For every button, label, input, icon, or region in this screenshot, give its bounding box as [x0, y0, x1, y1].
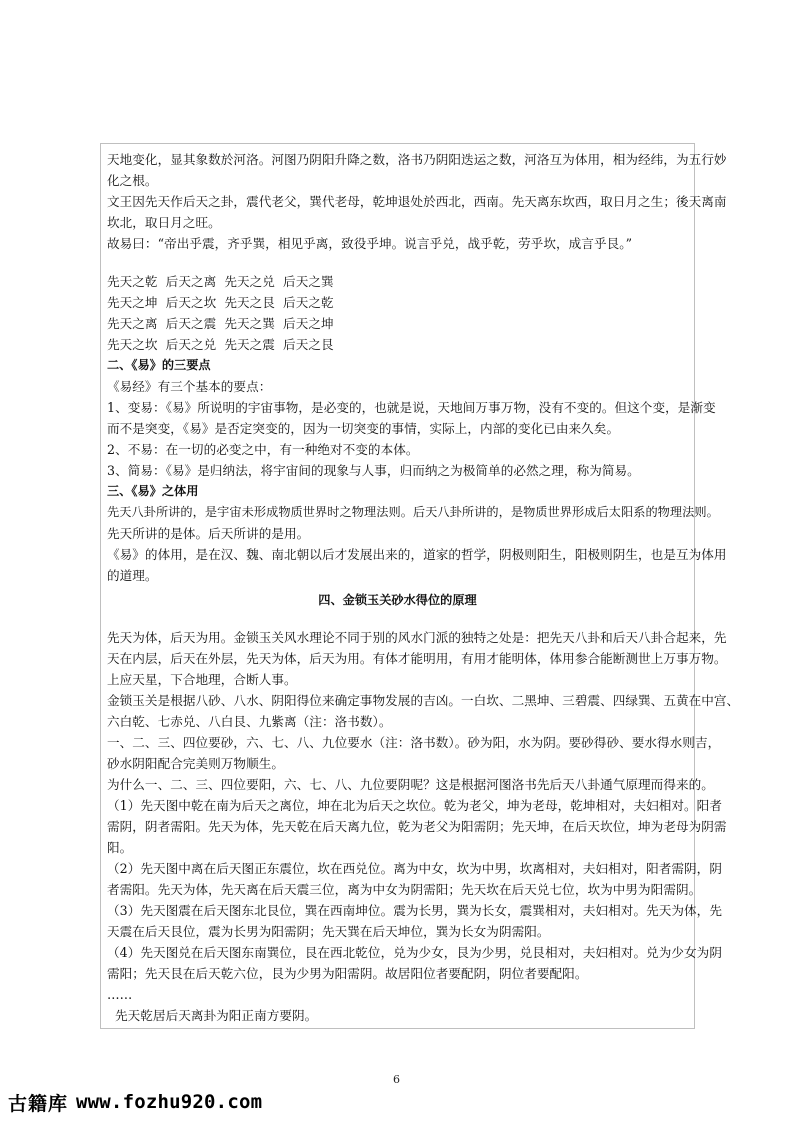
body-line: 2、不易：在一切的必变之中，有一种绝对不变的本体。	[107, 442, 419, 457]
section-heading: 三、《易》之体用	[107, 484, 199, 498]
body-line: 而不是突变，《易》是否定突变的，因为一切突变的事情，实际上，内部的变化已由来久矣。	[107, 421, 620, 436]
watermark-brand: 古籍库	[8, 1092, 69, 1115]
spacer	[107, 254, 688, 271]
body-line: 者需阳。先天为体，先天离在后天震三位，离为中女为阴需阳；先天坎在后天兑七位，坎为中男为阳需阴。	[107, 882, 702, 897]
body-line: 的道理。	[107, 568, 158, 583]
watermark-url: www.fozhu920.com	[76, 1091, 263, 1113]
body-line: 砂水阴阳配合完美则万物顺生。	[107, 756, 285, 771]
body-line: 先天八卦所讲的，是宇宙未形成物质世界时之物理法则。后天八卦所讲的，是物质世界形成后太阳系的物理法则。	[107, 505, 719, 519]
bagua-correspondence-list	[107, 271, 688, 355]
body-line: 阳。	[107, 840, 133, 855]
section-jinsuo-yuguan	[107, 590, 740, 1026]
body-line: 一、二、三、四位要砂，六、七、八、九位要水（注：洛书数）。砂为阳，水为阴。要砂得砂、要水得水则吉，	[107, 735, 721, 750]
body-line: （1）先天图中乾在南为后天之离位，坤在北为后天之坎位。乾为老父，坤为老母，乾坤相对，夫妇相对。阳者	[107, 798, 722, 813]
body-line: 先天所讲的是体。后天所讲的是用。	[107, 526, 310, 541]
body-line: 文王因先天作后天之卦，震代老父，巽代老母，乾坤退处於西北，西南。先天离东坎西，取日月之生；後天离南	[107, 194, 727, 209]
section-heading-centered: 四、金锁玉关砂水得位的原理	[318, 593, 477, 607]
body-line: 六白乾、七赤兑、八白艮、九紫离（注：洛书数）。	[107, 714, 392, 729]
body-line: 天地变化，显其象数於河洛。河图乃阴阳升降之数，洛书乃阴阳迭运之数，河洛互为体用，相为经纬，为五行妙	[107, 152, 727, 167]
page-number: 6	[393, 1073, 400, 1086]
body-line: 先天为体，后天为用。金锁玉关风水理论不同于别的风水门派的独特之处是：把先天八卦和后天八卦合起来，先	[107, 630, 727, 645]
section-three-essentials	[107, 355, 716, 481]
body-line: 上应天星，下合地理，合断人事。	[107, 672, 297, 687]
body-line: 为什么一、二、三、四位要阳，六、七、八、九位要阴呢？这是根据河图洛书先后天八卦通气原理而得来的。	[107, 777, 714, 792]
body-line: （2）先天图中离在后天图正东震位，坎在西兑位。离为中女，坎为中男，坎离相对，夫妇相对，阳者需阴，阴	[107, 861, 722, 876]
correspondence-row: 先天之乾 后天之离 先天之兑 后天之巽	[107, 274, 334, 289]
section-ti-yong	[107, 481, 727, 586]
body-line: 金锁玉关是根据八砂、八水、阴阳得位来确定事物发展的吉凶。一白坎、二黑坤、三碧震、四绿巽、五黄在中宫、	[107, 693, 740, 708]
content-frame	[100, 143, 740, 1029]
body-line: 天在内层，后天在外层，先天为体，后天为用。有体才能明用，有用才能明体，体用参合能断测世上万事万物。	[107, 651, 727, 666]
body-line: （4）先天图兑在后天图东南巽位，艮在西北乾位，兑为少女，艮为少男，兑艮相对，夫妇相对。兑为少女为阴	[107, 945, 722, 960]
body-line: 《易经》有三个基本的要点：	[107, 379, 272, 394]
correspondence-row: 先天之坎 后天之兑 先天之震 后天之艮	[107, 337, 334, 352]
body-line: 天震在后天艮位，震为长男为阳需阴；先天巽在后天坤位，巽为长女为阴需阳。	[107, 924, 550, 939]
body-line: 坎北，取日月之旺。	[107, 215, 221, 230]
body-line: 故易曰：“帝出乎震，齐乎巽，相见乎离，致役乎坤。说言乎兑，战乎乾，劳乎坎，成言乎艮。”	[107, 236, 633, 251]
ellipsis-line: ……	[107, 987, 133, 1002]
body-line: 1、变易：《易》所说明的宇宙事物，是必变的，也就是说，天地间万事万物，没有不变的。但这个变，是渐变	[107, 400, 716, 415]
body-line: 需阳；先天艮在后天乾六位，艮为少男为阳需阴。故居阳位者要配阴，阴位者要配阳。	[107, 966, 588, 981]
site-watermark	[8, 1087, 262, 1117]
body-line: 需阴，阴者需阳。先天为体，先天乾在后天离九位，乾为老父为阳需阴；先天坤，在后天坎位，坤为老母为阴需	[107, 819, 727, 834]
body-line: （3）先天图震在后天图东北艮位，巽在西南坤位。震为长男，巽为长女，震巽相对，夫妇相对。先天为体，先	[107, 903, 722, 918]
body-line: 3、简易：《易》是归纳法，将宇宙间的现象与人事，归而纳之为极简单的必然之理，称为简易。	[107, 463, 640, 478]
intro-paragraphs	[107, 149, 727, 254]
section-heading: 二、《易》的三要点	[107, 358, 211, 372]
body-line: 先天乾居后天离卦为阳正南方要阴。	[115, 1008, 318, 1023]
body-line: 化之根。	[107, 173, 158, 188]
correspondence-row: 先天之离 后天之震 先天之巽 后天之坤	[107, 316, 334, 331]
body-line: 《易》的体用，是在汉、魏、南北朝以后才发展出来的，道家的哲学，阴极则阳生，阳极则阴生，也是互为体用	[107, 547, 727, 562]
correspondence-row: 先天之坤 后天之坎 先天之艮 后天之乾	[107, 295, 334, 310]
